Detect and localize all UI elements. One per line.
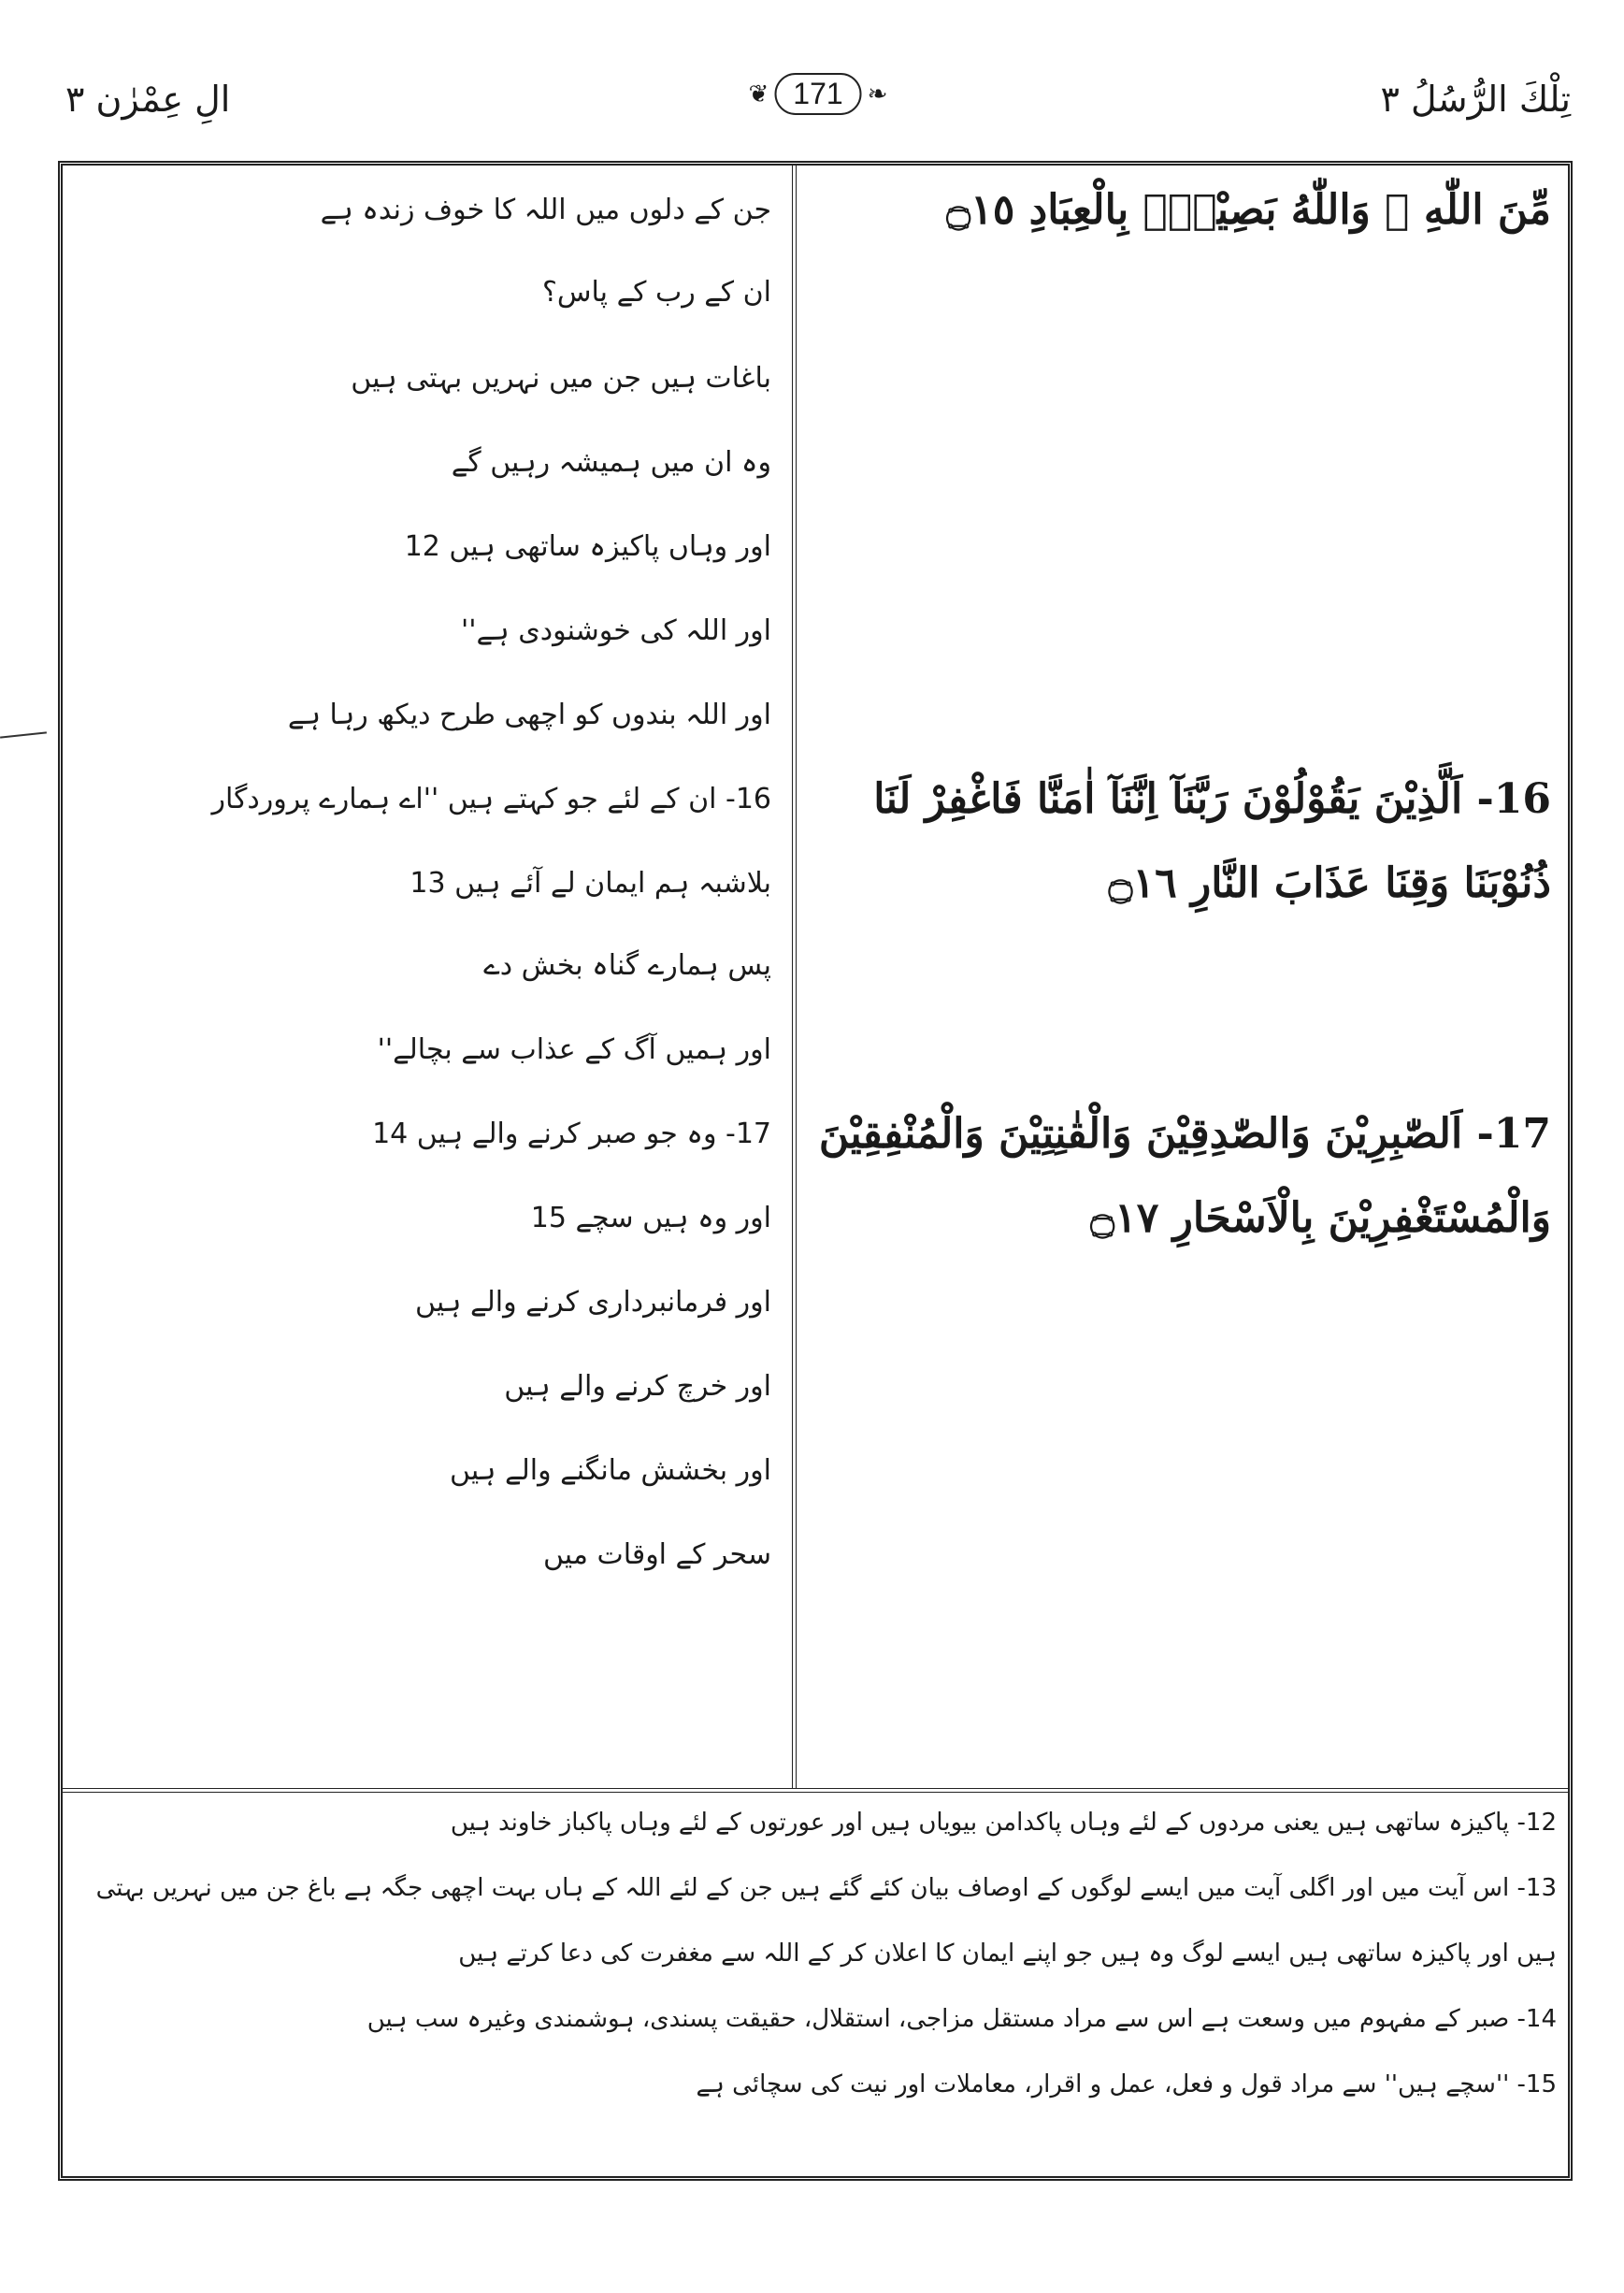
translation-line: اور اللہ بندوں کو اچھی طرح دیکھ رہا ہے <box>287 699 771 731</box>
ayah-line: 17- اَلصّٰبِرِيْنَ وَالصّٰدِقِيْنَ وَالْقٰنِتِيْنَ وَالْمُنْفِقِيْنَ <box>818 1110 1551 1158</box>
translation-line: سحر کے اوقات میں <box>542 1538 771 1571</box>
translation-line: ان کے رب کے پاس؟ <box>542 276 771 309</box>
page-header <box>65 73 1571 148</box>
para-title: تِلْكَ الرُّسُلُ ٣ <box>1380 79 1571 120</box>
translation-column <box>63 166 792 1788</box>
arabic-column <box>797 166 1568 1788</box>
footnote-separator <box>63 1788 1568 1793</box>
translation-line: اور خرچ کرنے والے ہیں <box>504 1370 771 1403</box>
footnote-line: 13- اس آیت میں اور اگلی آیت میں ایسے لوگوں کے اوصاف بیان کئے گئے ہیں جن کے لئے اللہ کے ہاں بہت اچھی جگہ ہے باغ جن میں نہریں بہتی <box>95 1874 1557 1902</box>
translation-line: 17- وہ جو صبر کرنے والے ہیں 14 <box>372 1118 771 1150</box>
translation-line: اور ہمیں آگ کے عذاب سے بچالے'' <box>377 1033 771 1066</box>
page-number-badge <box>749 73 888 115</box>
translation-line: اور اللہ کی خوشنودی ہے'' <box>461 614 771 647</box>
translation-line: اور بخشش مانگنے والے ہیں <box>450 1454 771 1487</box>
translation-line: جن کے دلوں میں اللہ کا خوف زندہ ہے <box>320 194 771 226</box>
ornament-right-icon: ❧ <box>867 79 888 108</box>
ayah-line: وَالْمُسْتَغْفِرِيْنَ بِالْاَسْحَارِ ۝١٧ <box>1090 1194 1551 1242</box>
translation-line: اور وہاں پاکیزہ ساتھی ہیں 12 <box>404 530 771 563</box>
surah-title: الِ عِمْرٰن ٣ <box>65 79 231 120</box>
footnote-line: 14- صبر کے مفہوم میں وسعت ہے اس سے مراد مستقل مزاجی، استقلال، حقیقت پسندی، ہوشمندی وغیرہ سب ہیں <box>366 2005 1557 2033</box>
ayah-line: 16- اَلَّذِيْنَ يَقُوْلُوْنَ رَبَّنَآ اِنَّنَآ اٰمَنَّا فَاغْفِرْ لَنَا <box>873 775 1551 823</box>
translation-line: پس ہمارے گناہ بخش دے <box>483 949 771 982</box>
ayah-line: مِّنَ اللّٰهِ ۭ وَاللّٰهُ بَصِيْرٌۢ بِالْعِبَادِ ۝١٥ <box>946 186 1551 234</box>
ornament-left-icon: ❦ <box>748 79 769 108</box>
page-number: 171 <box>774 73 861 115</box>
margin-mark <box>0 731 47 738</box>
footnote-line: ہیں اور پاکیزہ ساتھی ہیں ایسے لوگ وہ ہیں جو اپنے ایمان کا اعلان کر کے اللہ سے مغفرت کی دعا کرتے ہیں <box>458 1940 1557 1968</box>
page-frame <box>58 161 1573 2181</box>
ayah-line: ذُنُوْبَنَا وَقِنَا عَذَابَ النَّارِ ۝١٦ <box>1108 859 1551 907</box>
translation-line: اور فرمانبرداری کرنے والے ہیں <box>415 1286 771 1319</box>
translation-line: اور وہ ہیں سچے 15 <box>530 1202 771 1234</box>
footnote-line: 15- ''سچے ہیں'' سے مراد قول و فعل، عمل و اقرار، معاملات اور نیت کی سچائی ہے <box>696 2070 1557 2098</box>
translation-line: 16- ان کے لئے جو کہتے ہیں ''اے ہمارے پروردگار <box>211 783 771 815</box>
translation-line: بلاشبہ ہم ایمان لے آئے ہیں 13 <box>410 867 771 900</box>
translation-line: باغات ہیں جن میں نہریں بہتی ہیں <box>351 362 771 395</box>
footnote-line: 12- پاکیزہ ساتھی ہیں یعنی مردوں کے لئے وہاں پاکدامن بیویاں ہیں اور عورتوں کے لئے وہاں پاکباز خاوند ہیں <box>450 1809 1557 1837</box>
translation-line: وہ ان میں ہمیشہ رہیں گے <box>451 446 771 479</box>
